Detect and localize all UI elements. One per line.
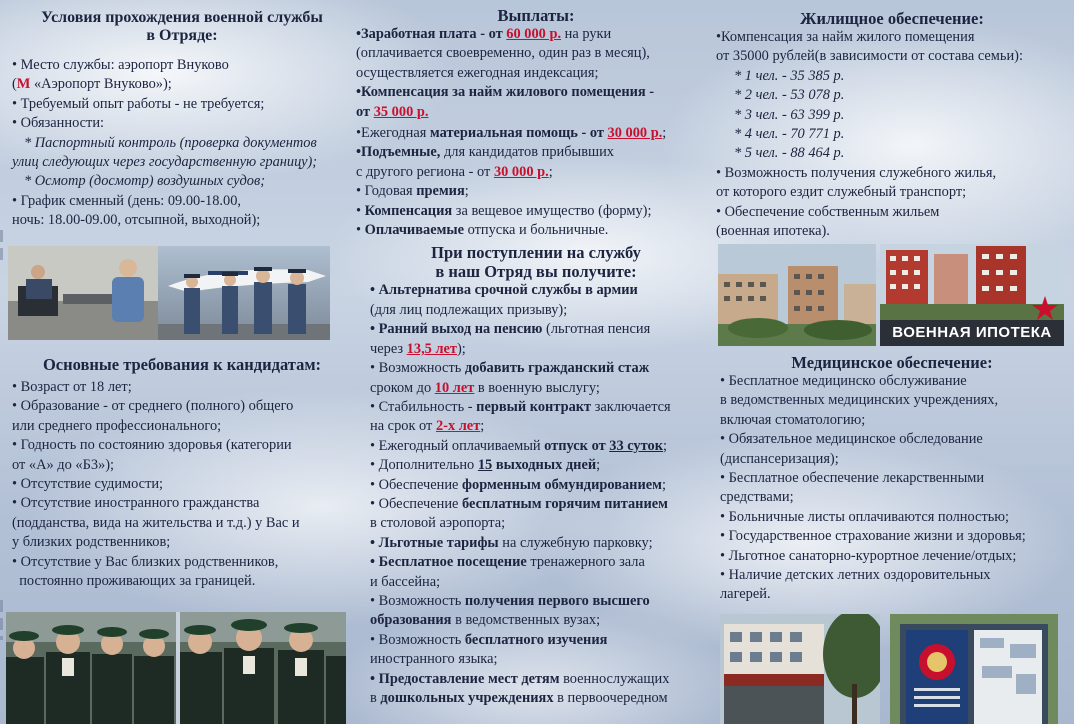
metro-icon: М — [16, 76, 31, 93]
housing-compensation-family: от 35000 рублей(в зависимости от состава семьи): — [716, 48, 1023, 65]
uniform: • Обеспечение форменным обмундированием; — [370, 476, 666, 493]
experience: • Требуемый опыт работы - не требуется; — [12, 95, 265, 112]
medical-list — [714, 372, 1070, 605]
med-sanatorium: • Льготное санаторно-курортное лечение/отдых; — [720, 547, 1017, 564]
military-mortgage: (военная ипотека). — [716, 223, 830, 240]
payments-list — [356, 25, 716, 240]
duties-label: • Обязанности: — [12, 115, 105, 132]
family-rates — [716, 67, 1070, 164]
alt-service: • Альтернатива срочной службы в армии — [370, 282, 638, 299]
housing-compensation-value: от 35 000 р. — [356, 103, 429, 120]
metro-station: (М «Аэропорт Внуково»); — [12, 76, 172, 93]
civil-seniority-value: сроком до 10 лет в военную выслугу; — [370, 379, 600, 396]
requirements-title: Основные требования к кандидатам: — [42, 355, 322, 374]
language-study-cont: иностранного языка; — [370, 651, 498, 668]
med-drugs-cont: средствами; — [720, 489, 794, 506]
airport-officers-image — [8, 246, 330, 340]
free-meals: • Обеспечение бесплатным горячим питанием — [370, 495, 668, 512]
duty-passport-control: * Паспортный контроль (проверка документов — [24, 134, 317, 151]
payments-title: Выплаты: — [497, 6, 575, 25]
early-pension-value: через 13,5 лет); — [370, 340, 466, 357]
housing-list — [714, 28, 1070, 241]
service-housing: • Возможность получения служебного жилья, — [716, 164, 997, 181]
schedule: • График сменный (день: 09.00-18.00, — [12, 192, 242, 209]
alt-service-note: (для лиц подлежащих призыву); — [370, 301, 568, 318]
paid-leave: • Оплачиваемые отпуска и больничные. — [356, 222, 609, 239]
req-education: • Образование - от среднего (полного) общего — [12, 398, 294, 415]
relocation-allowance-value: с другого региона - от 30 000 р.; — [356, 163, 553, 180]
kindergarten-cont: в дошкольных учреждениях в первоочередном — [370, 690, 668, 706]
gym: • Бесплатное посещение тренажерного зала — [370, 554, 645, 571]
duty-aircraft-inspection: * Осмотр (досмотр) воздушных судов; — [24, 173, 265, 190]
req-health-cont: от «А» до «Б3»); — [12, 456, 115, 473]
hospital-image — [720, 614, 880, 724]
column-service-conditions — [6, 0, 358, 231]
rate-1-person: * 1 чел. - 35 385 р. — [734, 67, 845, 84]
section-medical — [714, 354, 1070, 605]
gym-cont: и бассейна; — [370, 573, 441, 590]
border-service-sign-image — [890, 614, 1058, 724]
req-health: • Годность по состоянию здоровья (категории — [12, 437, 292, 454]
conditions-title: Условия прохождения военной службы в Отряде: — [41, 9, 323, 44]
column-payments — [356, 0, 716, 708]
photo-airport-officers — [8, 246, 330, 340]
rate-2-persons: * 2 чел. - 53 078 р. — [734, 87, 845, 104]
border-guards-image — [6, 612, 346, 724]
higher-education: • Возможность получения первого высшего — [370, 592, 650, 609]
conditions-list — [6, 56, 358, 231]
free-meals-cont: в столовой аэропорта; — [370, 515, 506, 532]
req-age: • Возраст от 18 лет; — [12, 379, 132, 395]
photo-apartment-blocks — [718, 244, 876, 346]
req-citizenship-cont: (подданства, вида на жительства и т.д.) у Вас и — [12, 514, 300, 531]
req-education-cont: или среднего профессионального; — [12, 417, 222, 434]
med-dental: включая стоматологию; — [720, 411, 866, 428]
med-sick-leave: • Больничные листы оплачиваются полностью; — [720, 508, 1010, 525]
rate-3-persons: * 3 чел. - 63 399 р. — [734, 106, 845, 123]
med-drugs: • Бесплатное обеспечение лекарственными — [720, 470, 985, 487]
med-free-service-cont: в ведомственных медицинских учреждениях, — [720, 392, 999, 409]
photo-border-guards — [6, 612, 346, 724]
med-insurance: • Государственное страхование жизни и здоровья; — [720, 528, 1026, 545]
req-no-record: • Отсутствие судимости; — [12, 476, 164, 493]
extra-days-off: • Дополнительно 15 выходных дней; — [370, 457, 601, 474]
higher-education-cont: образования в ведомственных вузах; — [370, 612, 601, 629]
photo-hospital — [720, 614, 880, 724]
clothing-compensation: • Компенсация за вещевое имущество (форму); — [356, 202, 652, 219]
stability: • Стабильность - первый контракт заключается — [370, 398, 671, 415]
req-relatives: • Отсутствие у Вас близких родственников, — [12, 553, 279, 570]
language-study: • Возможность бесплатного изучения — [370, 631, 608, 648]
med-checkup-cont: (диспансеризация); — [720, 450, 839, 467]
material-aid: •Ежегодная материальная помощь - от 30 000 р.; — [356, 125, 667, 142]
photo-military-mortgage — [880, 244, 1064, 346]
housing-compensation-note: •Компенсация за найм жилого помещения — [716, 29, 975, 45]
salary-note: (оплачивается своевременно, один раз в месяц), — [356, 45, 650, 62]
requirements-list — [6, 378, 358, 591]
stability-value: на срок от 2-х лет; — [370, 418, 485, 435]
schedule-cont: ночь: 18.00-09.00, отсыпной, выходной); — [12, 212, 261, 229]
med-summer-camps-cont: лагерей. — [720, 586, 771, 603]
parking: • Льготные тарифы на служебную парковку; — [370, 534, 653, 551]
early-pension: • Ранний выход на пенсию (льготная пенсия — [370, 321, 651, 338]
housing-compensation: •Компенсация за найм жилового помещения - — [356, 84, 655, 101]
kindergarten: • Предоставление мест детям военнослужащих — [370, 670, 670, 687]
apartment-blocks-image — [718, 244, 876, 346]
salary-indexation: осуществляется ежегодная индексация; — [356, 64, 599, 81]
benefits-list — [356, 281, 716, 708]
req-citizenship: • Отсутствие иностранного гражданства — [12, 495, 260, 512]
req-citizenship-cont2: у близких родственников; — [12, 534, 171, 551]
medical-title: Медицинское обеспечение: — [791, 353, 993, 372]
photo-border-service-sign — [890, 614, 1058, 724]
annual-bonus: • Годовая премия; — [356, 183, 469, 200]
civil-seniority: • Возможность добавить гражданский стаж — [370, 360, 650, 377]
med-summer-camps: • Наличие детских летних оздоровительных — [720, 567, 991, 584]
mortgage-banner: ВОЕННАЯ ИПОТЕКА — [892, 324, 1052, 341]
column-housing — [714, 0, 1070, 241]
service-housing-cont: от которого ездит служебный транспорт; — [716, 184, 967, 201]
service-place: • Место службы: аэропорт Внуково — [12, 57, 229, 73]
section-requirements — [6, 356, 358, 591]
rate-5-persons: * 5 чел. - 88 464 р. — [734, 145, 845, 162]
relocation-allowance: •Подъемные, для кандидатов прибывших — [356, 144, 614, 161]
med-checkup: • Обязательное медицинское обследование — [720, 431, 983, 448]
duty-passport-control-cont: улиц следующих через государственную границу); — [12, 154, 318, 171]
salary: •Заработная плата - от 60 000 р. на руки — [356, 26, 612, 42]
med-free-service: • Бесплатное медицинско обслуживание — [720, 373, 967, 389]
benefits-title: При поступлении на службу в наш Отряд вы получите: — [431, 243, 641, 282]
own-housing: • Обеспечение собственным жильем — [716, 203, 940, 220]
rate-4-persons: * 4 чел. - 70 771 р. — [734, 126, 845, 143]
housing-title: Жилищное обеспечение: — [800, 9, 984, 28]
req-relatives-cont: постоянно проживающих за границей. — [12, 573, 256, 590]
annual-vacation: • Ежегодный оплачиваемый отпуск от 33 суток; — [370, 437, 667, 454]
